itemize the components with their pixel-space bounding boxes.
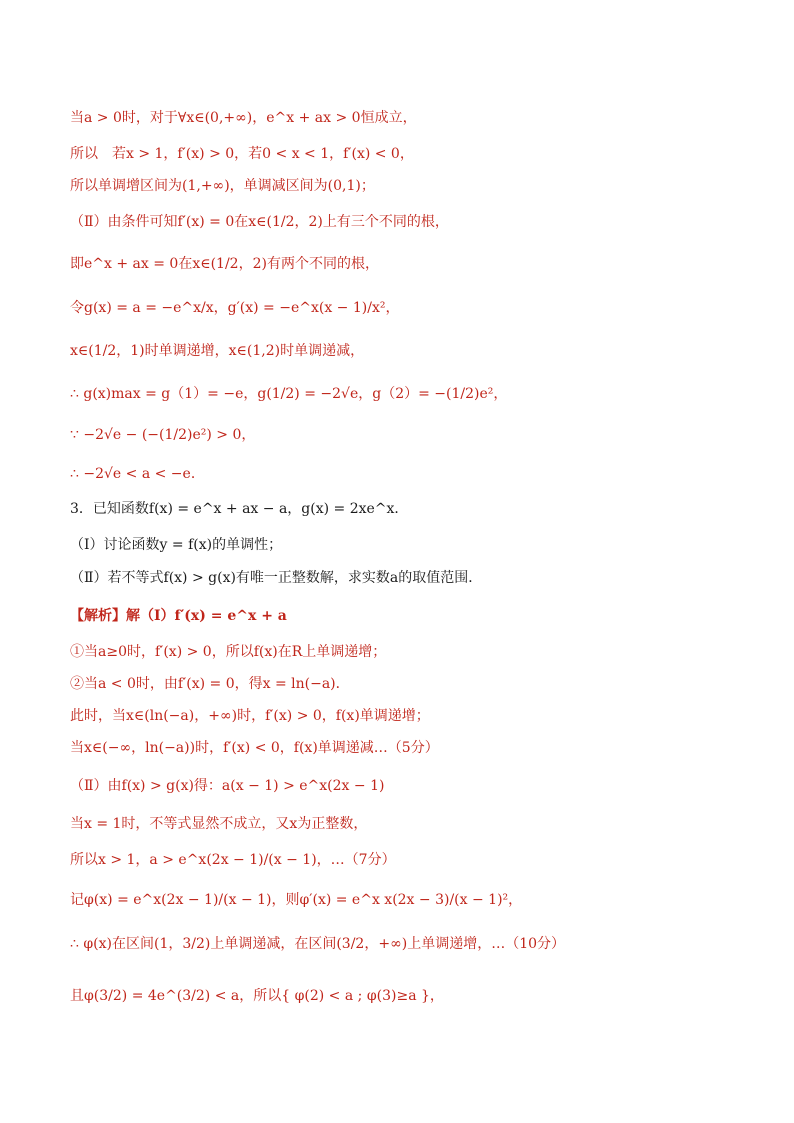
problem-part-2: （Ⅱ）若不等式f(x) > g(x)有唯一正整数解，求实数a的取值范围． xyxy=(70,570,483,586)
text-line: 当x∈(−∞，ln(−a))时，f′(x) < 0，f(x)单调递减…（5分） xyxy=(70,740,439,756)
text-line: ∵ −2√e − (−(1/2)e²) > 0， xyxy=(70,427,256,443)
text-line: 且φ(3/2) = 4e^(3/2) < a，所以{ φ(2) < a ; φ(3)≥a }， xyxy=(70,988,444,1004)
text-line: 所以 若x > 1，f′(x) > 0，若0 < x < 1，f′(x) < 0， xyxy=(70,146,414,162)
text-line: 即e^x + ax = 0在x∈(1/2，2)有两个不同的根， xyxy=(70,256,379,272)
text-line: 所以单调增区间为(1,+∞)，单调减区间为(0,1)； xyxy=(70,178,375,194)
text-line: （Ⅱ）由f(x) > g(x)得：a(x − 1) > e^x(2x − 1) xyxy=(70,778,385,794)
text-line: 令g(x) = a = −e^x/x，g′(x) = −e^x(x − 1)/x²， xyxy=(70,300,400,316)
solution-heading: 【解析】解（Ⅰ）f′(x) = e^x + a xyxy=(70,608,287,624)
text-line: ∴ g(x)max = g（1）= −e，g(1/2) = −2√e，g（2）= −(1/2)e²， xyxy=(70,386,508,402)
text-line: 当x = 1时，不等式显然不成立，又x为正整数， xyxy=(70,816,368,832)
problem-statement: 3．已知函数f(x) = e^x + ax − a，g(x) = 2xe^x． xyxy=(70,501,409,517)
text-line: （Ⅱ）由条件可知f′(x) = 0在x∈(1/2，2)上有三个不同的根， xyxy=(70,214,449,230)
text-line: ②当a < 0时，由f′(x) = 0，得x = ln(−a)． xyxy=(70,676,350,692)
problem-part-1: （Ⅰ）讨论函数y = f(x)的单调性； xyxy=(70,537,283,553)
text-line: x∈(1/2，1)时单调递增，x∈(1,2)时单调递减， xyxy=(70,343,365,359)
text-line: 记φ(x) = e^x(2x − 1)/(x − 1)，则φ′(x) = e^x x(2x − 3)/(x − 1)²， xyxy=(70,892,523,908)
text-line: 此时，当x∈(ln(−a)，+∞)时，f′(x) > 0，f(x)单调递增； xyxy=(70,708,430,724)
text-line: ∴ −2√e < a < −e． xyxy=(70,466,205,482)
text-line: ∴ φ(x)在区间(1，3/2)上单调递减，在区间(3/2，+∞)上单调递增，…（10分） xyxy=(70,936,566,952)
text-line: 当a > 0时，对于∀x∈(0,+∞)，e^x + ax > 0恒成立， xyxy=(70,110,417,126)
text-line: ①当a≥0时，f′(x) > 0，所以f(x)在R上单调递增； xyxy=(70,644,387,660)
text-line: 所以x > 1，a > e^x(2x − 1)/(x − 1)，…（7分） xyxy=(70,852,396,868)
